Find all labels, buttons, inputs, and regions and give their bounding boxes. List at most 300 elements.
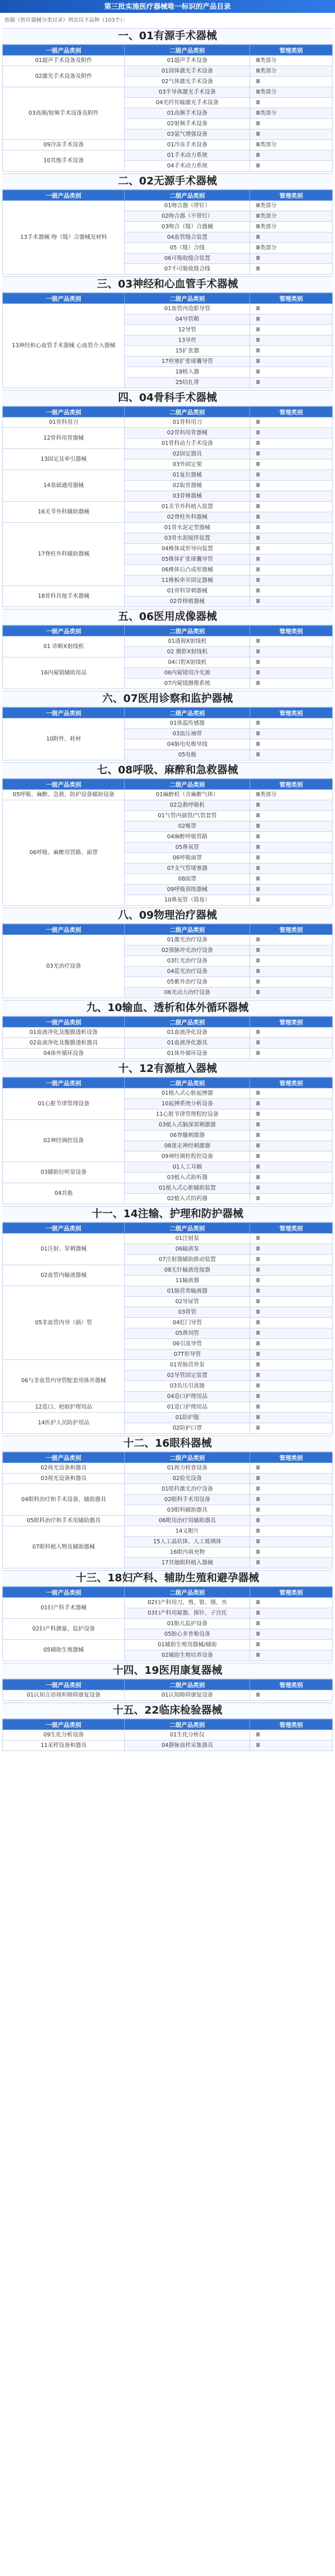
level2-category-cell: 03植入式脑深部刺激器 [125, 1120, 250, 1131]
management-class-cell: Ⅲ [250, 264, 333, 275]
header-level2: 二级产品类别 [125, 1587, 250, 1598]
management-class-cell: Ⅲ [250, 679, 333, 689]
level2-category-cell: 02固定器具 [125, 449, 250, 460]
table-row [3, 1484, 333, 1495]
table-header-row [3, 190, 333, 201]
level2-category-cell: 02脊柱外科器械 [125, 512, 250, 523]
table-header-row [3, 779, 333, 790]
catalog-table [2, 1679, 333, 1701]
header-level1: 一级产品类别 [3, 626, 125, 636]
management-class-cell: Ⅲ [250, 800, 333, 811]
level2-category-cell: 16眼内填充物 [125, 1547, 250, 1558]
level2-category-cell: 04导管鞘 [125, 314, 250, 325]
management-class-cell: Ⅲ [250, 428, 333, 439]
level2-category-cell: 01注射泵 [125, 1234, 250, 1244]
section-title: 七、08呼吸、麻醉和急救器械 [2, 762, 333, 779]
management-class-cell: Ⅲ [250, 1608, 333, 1619]
level2-category-cell: 01关节外科植入装置 [125, 502, 250, 512]
level1-category-cell: 09冷冻手术设备 [3, 140, 125, 150]
management-class-cell: Ⅲ [250, 150, 333, 161]
level2-category-cell: 01生化分析仪 [125, 1730, 250, 1741]
header-level1: 一级产品类别 [3, 708, 125, 718]
catalog-table [2, 1452, 333, 1568]
management-class-cell: Ⅲ [250, 739, 333, 750]
level2-category-cell: 01血管内造影导管 [125, 304, 250, 314]
section-title: 十二、16眼科器械 [2, 1436, 333, 1452]
management-class-cell: Ⅲ [250, 967, 333, 977]
level1-category-cell: 14医护人员防护用品 [3, 1413, 125, 1434]
management-class-cell: Ⅲ [250, 1619, 333, 1629]
table-row [3, 1463, 333, 1474]
management-class-cell: Ⅲ [250, 988, 333, 998]
table-row [3, 470, 333, 481]
table-header-row [3, 45, 333, 56]
header-level1: 一级产品类别 [3, 1078, 125, 1088]
management-class-cell: Ⅲ [250, 853, 333, 864]
section-title: 三、03神经和心血管手术器械 [2, 276, 333, 293]
table-row [3, 1234, 333, 1244]
header-level2: 二级产品类别 [125, 779, 250, 790]
table-row [3, 1038, 333, 1049]
level2-category-cell: 17其他眼科植入器械 [125, 1558, 250, 1568]
management-class-cell: Ⅲ类部分 [250, 66, 333, 77]
level2-category-cell: 01骨科用刀 [125, 417, 250, 428]
table-header-row [3, 293, 333, 304]
table-row [3, 718, 333, 729]
management-class-cell: Ⅲ [250, 470, 333, 481]
catalog-section [0, 1061, 335, 1204]
level2-category-cell: 02 摄影X射线机 [125, 647, 250, 657]
table-row [3, 304, 333, 314]
management-class-cell: Ⅲ [250, 1526, 333, 1537]
section-title: 十三、18妇产科、辅助生殖和避孕器械 [2, 1570, 333, 1587]
table-header-row [3, 1017, 333, 1027]
catalog-section [0, 907, 335, 998]
header-level2: 二级产品类别 [125, 1078, 250, 1088]
level2-category-cell: 02植入式给药器 [125, 1194, 250, 1204]
catalog-sections [0, 28, 335, 1751]
management-class-cell: Ⅲ [250, 821, 333, 832]
level2-category-cell: 02强脉冲光治疗设备 [125, 946, 250, 956]
management-class-cell: Ⅲ [250, 533, 333, 544]
management-class-cell: Ⅲ [250, 554, 333, 565]
management-class-cell: Ⅲ [250, 586, 333, 597]
management-class-cell: Ⅲ [250, 481, 333, 491]
level2-category-cell: 02导尿管 [125, 1297, 250, 1307]
level2-category-cell: 01辅助生殖用器械/辅助 [125, 1640, 250, 1650]
management-class-cell: Ⅲ [250, 1690, 333, 1701]
section-title: 十五、22临床检验器械 [2, 1703, 333, 1719]
header-class: 管理类别 [250, 293, 333, 304]
level1-category-cell: 02激光手术设备及附件 [3, 66, 125, 87]
level2-category-cell: 01麻醉机（含麻醉气体） [125, 790, 250, 800]
management-class-cell: Ⅲ [250, 935, 333, 946]
level2-category-cell: 11椎板牵开固定器械 [125, 576, 250, 586]
table-row [3, 1402, 333, 1413]
table-row [3, 449, 333, 460]
level2-category-cell: 02导管固定装置 [125, 1371, 250, 1381]
section-title: 九、10输血、透析和体外循环器械 [2, 1000, 333, 1016]
level2-category-cell: 02气体激光手术设备 [125, 77, 250, 87]
level2-category-cell: 07T形导管 [125, 1349, 250, 1360]
catalog-section [0, 276, 335, 388]
level2-category-cell: 04麻醉呼吸管路 [125, 832, 250, 842]
management-class-cell: Ⅲ [250, 729, 333, 739]
management-class-cell: Ⅲ [250, 1730, 333, 1741]
header-level2: 二级产品类别 [125, 1680, 250, 1690]
catalog-table [2, 406, 333, 607]
level2-category-cell: 08面罩 [125, 874, 250, 885]
management-class-cell: Ⅲ [250, 314, 333, 325]
table-row [3, 56, 333, 66]
table-row [3, 1162, 333, 1173]
management-class-cell: Ⅲ类部分 [250, 56, 333, 66]
management-class-cell: Ⅲ [250, 657, 333, 668]
header-class: 管理类别 [250, 1453, 333, 1463]
management-class-cell: Ⅲ [250, 346, 333, 357]
management-class-cell: Ⅲ [250, 1328, 333, 1339]
level2-category-cell: 06引流导管 [125, 1339, 250, 1349]
level2-category-cell: 01植入式心脏起搏器 [125, 1088, 250, 1099]
table-row [3, 1049, 333, 1059]
level2-category-cell: 04血管缝合装置 [125, 232, 250, 243]
management-class-cell: Ⅲ [250, 378, 333, 388]
table-header-row [3, 1078, 333, 1088]
management-class-cell: Ⅲ [250, 1339, 333, 1349]
management-class-cell: Ⅲ [250, 750, 333, 761]
management-class-cell: Ⅲ [250, 1484, 333, 1495]
level1-category-cell: 03光治疗设备 [3, 935, 125, 998]
level1-category-cell: 12造口、疤痕护理用品 [3, 1402, 125, 1413]
level2-category-cell: 04椎体成形导向装置 [125, 544, 250, 554]
level2-category-cell: 04口腔X射线机 [125, 657, 250, 668]
level2-category-cell: 04光纤传输激光手术设备 [125, 98, 250, 108]
table-header-row [3, 708, 333, 718]
catalog-section [0, 28, 335, 172]
level2-category-cell: 03血压袖带 [125, 729, 250, 739]
header-class: 管理类别 [250, 626, 333, 636]
level2-category-cell: 03氩气增强设备 [125, 129, 250, 140]
management-class-cell: Ⅲ [250, 1194, 333, 1204]
level2-category-cell: 06内窥镜用冷光源 [125, 668, 250, 679]
management-class-cell: Ⅲ [250, 1741, 333, 1751]
management-class-cell: Ⅲ [250, 1318, 333, 1328]
table-row [3, 150, 333, 161]
catalog-section [0, 691, 335, 761]
table-header-row [3, 1453, 333, 1463]
level2-category-cell: 18植入器 [125, 367, 250, 378]
catalog-table [2, 924, 333, 998]
header-class: 管理类别 [250, 779, 333, 790]
management-class-cell: Ⅲ类部分 [250, 790, 333, 800]
table-row [3, 636, 333, 647]
level2-category-cell: 02防护口罩 [125, 1423, 250, 1434]
level2-category-cell: 12导管 [125, 325, 250, 335]
level2-category-cell: 03红光治疗设备 [125, 956, 250, 967]
level2-category-cell: 06呼吸面罩 [125, 853, 250, 864]
catalog-table [2, 1222, 333, 1434]
level2-category-cell: 02吻合器（不带钉） [125, 211, 250, 222]
table-row [3, 1474, 333, 1484]
management-class-cell: Ⅲ [250, 460, 333, 470]
level2-category-cell: 01超声手术设备 [125, 56, 250, 66]
section-title: 八、09物理治疗器械 [2, 907, 333, 924]
management-class-cell: Ⅲ [250, 565, 333, 576]
table-row [3, 1741, 333, 1751]
table-row [3, 586, 333, 597]
level1-category-cell: 01血液净化及腹膜透析设备 [3, 1027, 125, 1038]
management-class-cell: Ⅲ [250, 1640, 333, 1650]
management-class-cell: Ⅲ类部分 [250, 140, 333, 150]
catalog-section [0, 609, 335, 689]
management-class-cell: Ⅲ类部分 [250, 243, 333, 254]
management-class-cell: Ⅲ [250, 417, 333, 428]
level1-category-cell: 01 诊断X射线机 [3, 636, 125, 657]
management-class-cell: Ⅲ [250, 1049, 333, 1059]
level2-category-cell: 05椎体扩张球囊导管 [125, 554, 250, 565]
management-class-cell: Ⅲ [250, 304, 333, 314]
level1-category-cell: 02血液净化及腹膜透析器具 [3, 1038, 125, 1049]
level1-category-cell: 01心脏节律管理设备 [3, 1088, 125, 1120]
management-class-cell: Ⅲ [250, 1516, 333, 1526]
management-class-cell: Ⅲ [250, 946, 333, 956]
header-level1: 一级产品类别 [3, 407, 125, 417]
management-class-cell: Ⅲ [250, 1392, 333, 1402]
header-class: 管理类别 [250, 407, 333, 417]
header-level2: 二级产品类别 [125, 626, 250, 636]
management-class-cell: Ⅲ [250, 1381, 333, 1392]
catalog-section [0, 1570, 335, 1661]
level2-category-cell: 01血液净化器具 [125, 1038, 250, 1049]
table-row [3, 1516, 333, 1526]
management-class-cell: Ⅲ [250, 1598, 333, 1608]
level1-category-cell: 02神经调控设备 [3, 1120, 125, 1162]
level2-category-cell: 08迷走神经刺激器 [125, 1141, 250, 1152]
level2-category-cell: 06脊髓刺激器 [125, 1131, 250, 1141]
catalog-table [2, 1587, 333, 1661]
management-class-cell: Ⅲ [250, 1183, 333, 1194]
header-class: 管理类别 [250, 1680, 333, 1690]
catalog-table [2, 707, 333, 761]
level2-category-cell: 05胎心多普勒设备 [125, 1629, 250, 1640]
management-class-cell: Ⅲ [250, 1402, 333, 1413]
level2-category-cell: 03眼科辅助器具 [125, 1505, 250, 1516]
table-row [3, 935, 333, 946]
level1-category-cell: 06与非血管内导管配套用体外器械 [3, 1360, 125, 1402]
level2-category-cell: 03植入式助听器 [125, 1173, 250, 1183]
header-level2: 二级产品类别 [125, 1453, 250, 1463]
management-class-cell: Ⅲ [250, 576, 333, 586]
level2-category-cell: 08无针输液连接器 [125, 1265, 250, 1276]
management-class-cell: Ⅲ [250, 1547, 333, 1558]
header-level2: 二级产品类别 [125, 407, 250, 417]
table-row [3, 428, 333, 439]
header-level2: 二级产品类别 [125, 293, 250, 304]
management-class-cell: Ⅲ [250, 842, 333, 853]
table-header-row [3, 407, 333, 417]
management-class-cell: Ⅲ [250, 335, 333, 346]
management-class-cell: Ⅲ [250, 668, 333, 679]
management-class-cell: Ⅲ [250, 1244, 333, 1255]
level2-category-cell: 01胎儿监护设备 [125, 1619, 250, 1629]
table-row [3, 1286, 333, 1297]
management-class-cell: Ⅲ [250, 1537, 333, 1547]
management-class-cell: Ⅲ [250, 449, 333, 460]
management-class-cell: Ⅲ [250, 1109, 333, 1120]
section-title: 五、06医用成像器械 [2, 609, 333, 625]
header-class: 管理类别 [250, 1223, 333, 1234]
level1-category-cell: 02血管内输液器械 [3, 1265, 125, 1286]
management-class-cell: Ⅲ [250, 895, 333, 906]
catalog-table [2, 1719, 333, 1751]
level2-category-cell: 06眼用治疗用辅助器具 [125, 1516, 250, 1526]
header-class: 管理类别 [250, 1078, 333, 1088]
level1-category-cell: 16关节外科辅助器械 [3, 502, 125, 523]
level2-category-cell: 01体外循环设备 [125, 1049, 250, 1059]
management-class-cell: Ⅲ [250, 1349, 333, 1360]
level2-category-cell: 05紫外治疗设备 [125, 977, 250, 988]
management-class-cell: Ⅲ [250, 1162, 333, 1173]
level2-category-cell: 01透视X射线机 [125, 636, 250, 647]
table-row [3, 140, 333, 150]
table-row [3, 201, 333, 211]
management-class-cell: Ⅲ [250, 1307, 333, 1318]
level2-category-cell: 03骨锤器械 [125, 491, 250, 502]
header-class: 管理类别 [250, 1719, 333, 1730]
level2-category-cell: 04手术动力系统 [125, 161, 250, 172]
management-class-cell: Ⅲ [250, 647, 333, 657]
table-header-row [3, 1587, 333, 1598]
level2-category-cell: 01胃肠营养泵 [125, 1360, 250, 1371]
level2-category-cell: 02辅助生殖培养设备 [125, 1650, 250, 1661]
level2-category-cell: 02喉罩 [125, 821, 250, 832]
management-class-cell: Ⅲ [250, 597, 333, 607]
management-class-cell: Ⅲ [250, 832, 333, 842]
level2-category-cell: 01骨科穿刺器械 [125, 586, 250, 597]
management-class-cell: Ⅲ [250, 325, 333, 335]
management-class-cell: Ⅲ [250, 544, 333, 554]
management-class-cell: Ⅲ [250, 1505, 333, 1516]
table-row [3, 1088, 333, 1099]
management-class-cell: Ⅲ [250, 1360, 333, 1371]
management-class-cell: Ⅲ [250, 367, 333, 378]
level1-category-cell: 10其他手术设备 [3, 150, 125, 172]
level1-category-cell: 06呼吸、麻醉用管路、面罩 [3, 800, 125, 906]
level2-category-cell: 03负压引流器 [125, 1381, 250, 1392]
header-level1: 一级产品类别 [3, 1680, 125, 1690]
table-row [3, 1598, 333, 1608]
level2-category-cell: 02取骨器械 [125, 481, 250, 491]
level2-category-cell: 01吻合器（带钉） [125, 201, 250, 211]
level2-category-cell: 04蓝光治疗设备 [125, 967, 250, 977]
management-class-cell: Ⅲ类部分 [250, 108, 333, 119]
level2-category-cell: 04脑电电极导线 [125, 739, 250, 750]
table-row [3, 1690, 333, 1701]
management-class-cell: Ⅲ [250, 1265, 333, 1276]
level2-category-cell: 01认知障碍康复设备 [125, 1690, 250, 1701]
level2-category-cell: 06可吸收缝合装置 [125, 254, 250, 264]
header-level2: 二级产品类别 [125, 190, 250, 201]
management-class-cell: Ⅲ [250, 1141, 333, 1152]
level2-category-cell: 10鼻氧管（简易） [125, 895, 250, 906]
management-class-cell: Ⅲ [250, 1120, 333, 1131]
level1-category-cell: 01超声手术设备及附件 [3, 56, 125, 66]
table-row [3, 1265, 333, 1276]
management-class-cell: Ⅲ [250, 439, 333, 449]
table-row [3, 790, 333, 800]
level2-category-cell: 11心脏节律管理程控设备 [125, 1109, 250, 1120]
management-class-cell: Ⅲ [250, 1413, 333, 1423]
header-level1: 一级产品类别 [3, 1223, 125, 1234]
table-row [3, 1413, 333, 1423]
header-level1: 一级产品类别 [3, 779, 125, 790]
management-class-cell: Ⅲ [250, 1423, 333, 1434]
management-class-cell: Ⅲ [250, 1286, 333, 1297]
level1-category-cell: 04其他 [3, 1183, 125, 1204]
level1-category-cell: 13神经和心血管手术器械 心血管介入器械 [3, 304, 125, 388]
header-level1: 一级产品类别 [3, 1453, 125, 1463]
section-title: 一、01有源手术器械 [2, 28, 333, 44]
level1-category-cell: 03辅助位听觉设备 [3, 1162, 125, 1183]
header-level2: 二级产品类别 [125, 1719, 250, 1730]
level2-category-cell: 02骨科用骨器械 [125, 428, 250, 439]
header-class: 管理类别 [250, 1587, 333, 1598]
management-class-cell: Ⅲ [250, 1088, 333, 1099]
header-class: 管理类别 [250, 190, 333, 201]
level2-category-cell: 14义眼片 [125, 1526, 250, 1537]
table-row [3, 800, 333, 811]
management-class-cell: Ⅲ [250, 1173, 333, 1183]
management-class-cell: Ⅲ类部分 [250, 222, 333, 232]
header-level2: 二级产品类别 [125, 708, 250, 718]
level1-category-cell: 12骨科用骨器械 [3, 428, 125, 449]
management-class-cell: Ⅲ [250, 1099, 333, 1109]
management-class-cell: Ⅲ [250, 1371, 333, 1381]
table-header-row [3, 1719, 333, 1730]
section-title: 二、02无源手术器械 [2, 173, 333, 190]
level1-category-cell: 04眼科治疗和手术设备、辅助器具 [3, 1484, 125, 1516]
management-class-cell: Ⅲ [250, 874, 333, 885]
level1-category-cell: 03视光设备和器具 [3, 1474, 125, 1484]
table-header-row [3, 924, 333, 935]
level2-category-cell: 03妇产科用窥器、探针、子宫托 [125, 1608, 250, 1619]
level2-category-cell: 02骨移植器械 [125, 597, 250, 607]
level2-category-cell: 07不可吸收缝合线 [125, 264, 250, 275]
management-class-cell: Ⅲ [250, 77, 333, 87]
header-class: 管理类别 [250, 924, 333, 935]
level2-category-cell: 01气管内插管/气管套管 [125, 811, 250, 821]
management-class-cell: Ⅲ [250, 864, 333, 874]
management-class-cell: Ⅲ [250, 129, 333, 140]
level2-category-cell: 02眼科手术用设备 [125, 1495, 250, 1505]
management-class-cell: Ⅲ [250, 1558, 333, 1568]
level2-category-cell: 09呼吸训练器械 [125, 885, 250, 895]
management-class-cell: Ⅲ [250, 119, 333, 129]
header-class: 管理类别 [250, 45, 333, 56]
management-class-cell: Ⅲ类部分 [250, 211, 333, 222]
level1-category-cell: 03高频/射频手术设备及附件 [3, 87, 125, 140]
header-level1: 一级产品类别 [3, 190, 125, 201]
management-class-cell: Ⅲ [250, 1152, 333, 1162]
management-class-cell: Ⅲ [250, 254, 333, 264]
management-class-cell: Ⅲ [250, 811, 333, 821]
level2-category-cell: 11输液器 [125, 1276, 250, 1286]
header-level1: 一级产品类别 [3, 293, 125, 304]
level1-category-cell: 01骨科用刀 [3, 417, 125, 428]
level2-category-cell: 01高频手术设备 [125, 108, 250, 119]
table-row [3, 502, 333, 512]
level2-category-cell: 01造口护理用品 [125, 1402, 250, 1413]
